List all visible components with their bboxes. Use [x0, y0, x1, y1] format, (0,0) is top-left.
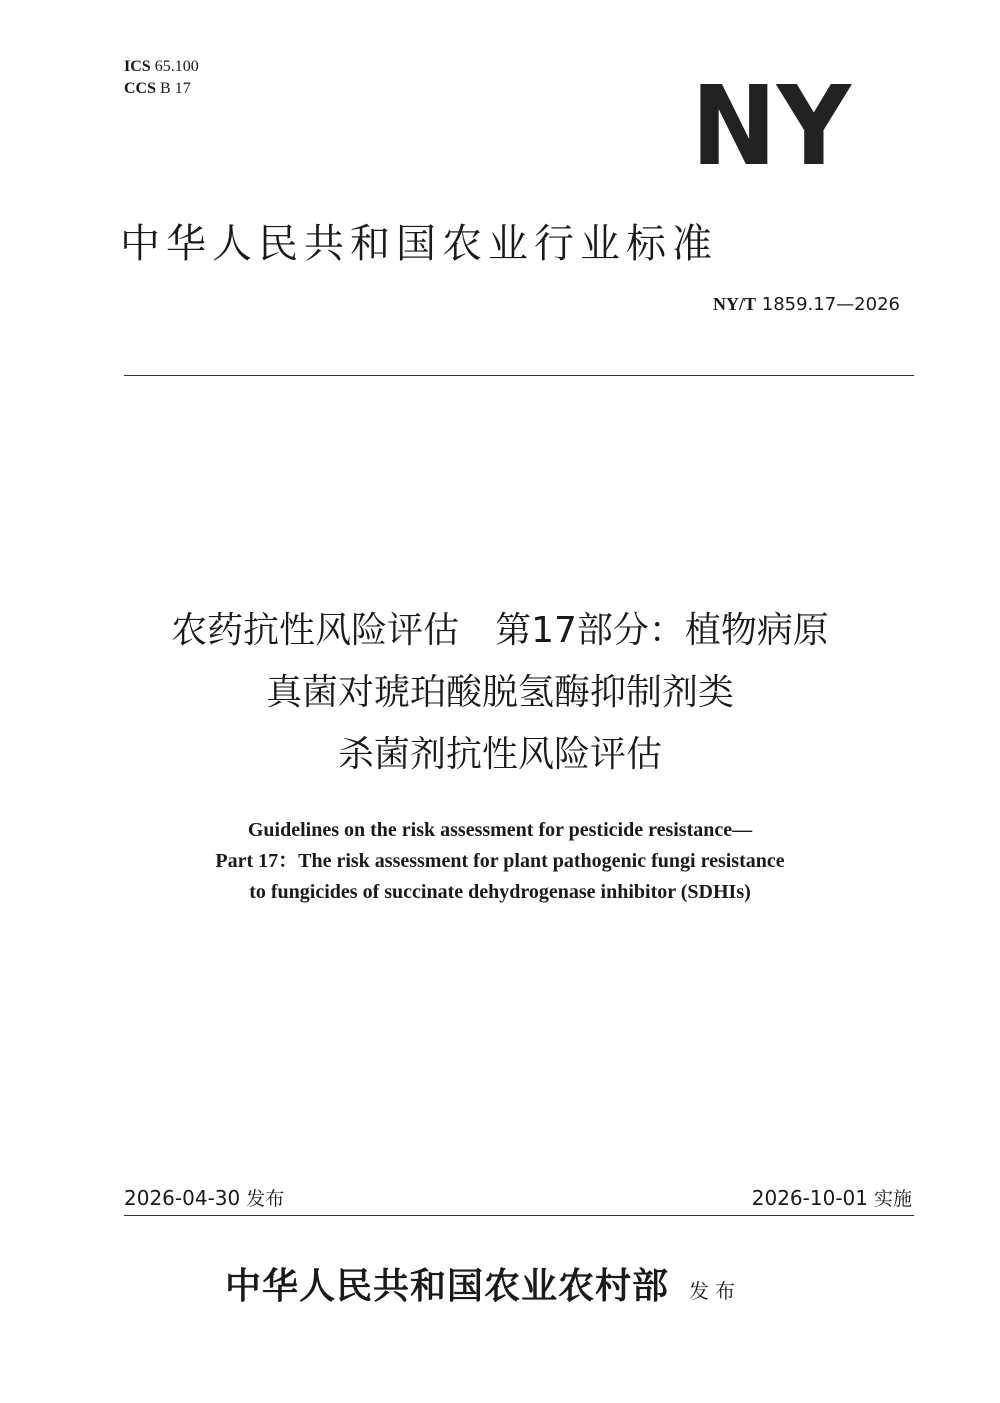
ny-logo [686, 74, 856, 174]
title-english-line-3: to fungicides of succinate dehydrogenase inhibitor (SDHIs) [249, 881, 751, 903]
ccs-label: CCS [124, 80, 157, 97]
issuer-action: 发布 [689, 1279, 742, 1303]
issue-label: 发布 [246, 1188, 285, 1210]
bottom-divider [124, 1215, 914, 1216]
issuer-name: 中华人民共和国农业农村部 [225, 1265, 670, 1307]
ccs-line [124, 78, 199, 100]
title-chinese-line-3: 杀菌剂抗性风险评估 [337, 734, 662, 775]
ics-line [124, 56, 199, 78]
top-divider [124, 375, 914, 376]
title-english [50, 815, 950, 908]
ccs-value: B 17 [160, 80, 191, 97]
standard-code-number: 1859.17—2026 [761, 294, 900, 315]
org-title: 中华人民共和国农业行业标准 [120, 221, 718, 267]
issue-date-block [124, 1184, 284, 1211]
implement-date: 2026-10-01 [751, 1186, 868, 1210]
title-chinese-line-1: 农药抗性风险评估 第17部分：植物病原 [171, 610, 829, 651]
issue-date: 2026-04-30 [124, 1186, 241, 1210]
title-english-line-2: Part 17：The risk assessment for plant pathogenic fungi resistance [215, 850, 785, 872]
classification-codes [124, 56, 199, 100]
standard-code-prefix: NY/T [713, 294, 757, 314]
ics-value: 65.100 [154, 58, 199, 75]
ics-label: ICS [124, 58, 151, 75]
title-english-line-1: Guidelines on the risk assessment for pesticide resistance— [247, 819, 753, 841]
title-chinese-line-2: 真菌对琥珀酸脱氢酶抑制剂类 [265, 672, 734, 713]
title-chinese [50, 600, 950, 786]
implement-date-block [752, 1184, 912, 1211]
issuer-block [225, 1258, 741, 1309]
implement-label: 实施 [873, 1188, 912, 1210]
ny-logo-text: NY [691, 74, 853, 174]
standard-code [713, 294, 900, 315]
